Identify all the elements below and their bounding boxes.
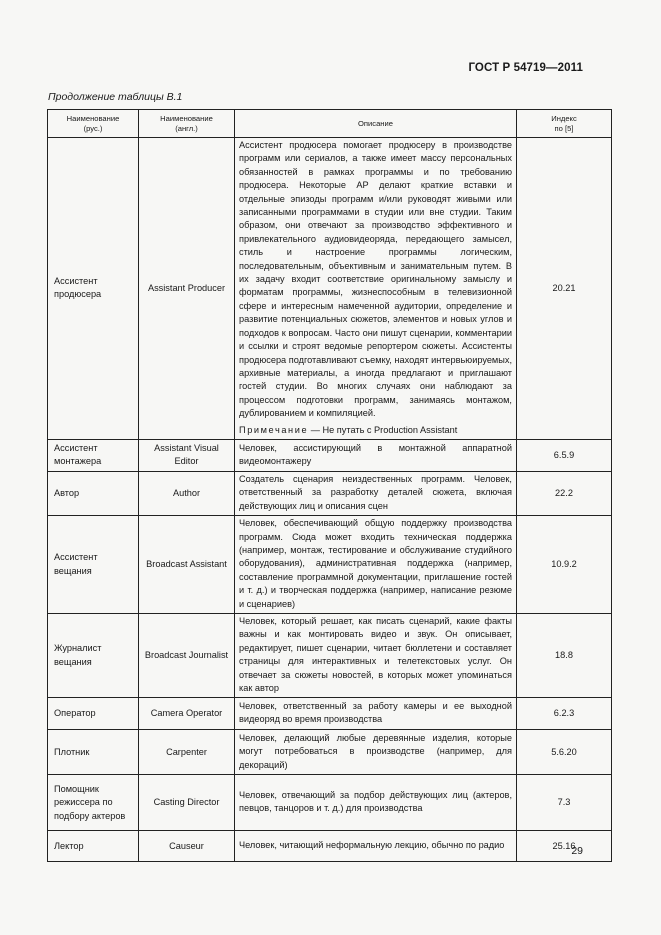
table-row bbox=[48, 471, 612, 515]
term-index: 10.9.2 bbox=[517, 516, 612, 614]
term-en: Camera Operator bbox=[139, 698, 235, 730]
term-en: Casting Director bbox=[139, 775, 235, 831]
term-ru: Журналист вещания bbox=[48, 614, 139, 698]
term-en: Causeur bbox=[139, 831, 235, 862]
note-label: Примечание bbox=[239, 424, 309, 435]
term-ru: Ассистент продюсера bbox=[48, 138, 139, 440]
term-description: Человек, делающий любые деревянные изделия, которые могут потребоваться в производстве (например, для декораций) bbox=[235, 730, 517, 775]
table-row bbox=[48, 698, 612, 730]
column-header-ru-line2: (рус.) bbox=[83, 123, 103, 133]
column-header-ru bbox=[48, 110, 139, 138]
page-number: 29 bbox=[571, 845, 583, 857]
note-text: — Не путать с Production Assistant bbox=[308, 424, 458, 435]
term-index: 20.21 bbox=[517, 138, 612, 440]
term-description: Человек, обеспечивающий общую поддержку производства программ. Сюда может входить техническая поддержка (например, монтаж, тестирование и обслуживание студийного оборудования), административная поддержка (например, составление программной документации, приглашение гостей и т. д.) и творческая поддержка (например, написание резюме и сценариев) bbox=[235, 516, 517, 614]
column-header-index bbox=[517, 110, 612, 138]
term-description: Человек, читающий неформальную лекцию, обычно по радио bbox=[235, 831, 517, 862]
term-index: 6.5.9 bbox=[517, 439, 612, 471]
term-en: Broadcast Assistant bbox=[139, 516, 235, 614]
term-ru: Ассистент монтажера bbox=[48, 439, 139, 471]
column-header-index-line2: по [5] bbox=[554, 123, 574, 133]
term-en: Author bbox=[139, 471, 235, 515]
terms-table bbox=[47, 109, 612, 862]
column-header-en bbox=[139, 110, 235, 138]
table-caption: Продолжение таблицы В.1 bbox=[48, 91, 183, 103]
term-ru: Плотник bbox=[48, 730, 139, 775]
column-header-description-label: Описание bbox=[358, 118, 393, 128]
column-header-en-line2: (англ.) bbox=[175, 123, 198, 133]
table-row bbox=[48, 614, 612, 698]
column-header-index-line1: Индекс bbox=[551, 113, 577, 123]
term-index: 5.6.20 bbox=[517, 730, 612, 775]
table-row bbox=[48, 775, 612, 831]
term-description: Создатель сценария неиздественных программ. Человек, ответственный за разработку деталей сюжета, включая действующих лиц и описания сцен bbox=[235, 471, 517, 515]
term-en: Assistant Visual Editor bbox=[139, 439, 235, 471]
standard-code: ГОСТ Р 54719—2011 bbox=[468, 62, 583, 74]
table-row bbox=[48, 439, 612, 471]
table-row bbox=[48, 516, 612, 614]
term-description: Человек, ассистирующий в монтажной аппаратной видеомонтажеру bbox=[235, 439, 517, 471]
term-description: Человек, отвечающий за подбор действующих лиц (актеров, певцов, танцоров и т. д.) для производства bbox=[235, 775, 517, 831]
term-en: Assistant Producer bbox=[139, 138, 235, 440]
term-description: Человек, ответственный за работу камеры и ее выходной видеоряд во время производства bbox=[235, 698, 517, 730]
description-note bbox=[239, 424, 512, 437]
column-header-ru-line1: Наименование bbox=[66, 113, 120, 123]
term-en: Broadcast Journalist bbox=[139, 614, 235, 698]
term-index: 22.2 bbox=[517, 471, 612, 515]
term-index: 25.16 bbox=[517, 831, 612, 862]
table-row bbox=[48, 730, 612, 775]
description-text: Ассистент продюсера помогает продюсеру в производстве программ или сериалов, а также имеет массу персональных обязанностей в рамках программы и по требованию продюсера. Некоторые АР делают краткие вставки и отдельные эпизоды программ и/или руководят живыми или записанными программами в студии или вне студии. Таким образом, они отвечают за производство эффективного и привлекательного аудиовидеоряда, передающего замысел, стиль и настроение программы логическим, последовательным, объективным и занимательным путем. В их задачу входит соответствие оригинальному замыслу и форматам программы, жизнеспособным в телевизионной сфере и интересным намеченной аудитории, определение и развитие потенциальных сюжетов, элементов и новых углов и подходов к вопросам. Часто они пишут сценарии, комментарии и ссылки и строят ведомые репортером сюжеты. Ассистенты продюсера подготавливают съемку, находят интервьюируемых, архивные материалы, а иногда предлагают и приглашают гостей студии. Во многих случаях они наблюдают за процессом подготовки программ, занимаясь монтажом, дублированием и компиляцией. bbox=[239, 140, 512, 419]
term-index: 6.2.3 bbox=[517, 698, 612, 730]
term-ru: Помощник режиссера по подбору актеров bbox=[48, 775, 139, 831]
term-ru: Лектор bbox=[48, 831, 139, 862]
term-description bbox=[235, 138, 517, 440]
column-header-en-line1: Наименование bbox=[160, 113, 213, 123]
term-index: 18.8 bbox=[517, 614, 612, 698]
term-ru: Оператор bbox=[48, 698, 139, 730]
column-header-description bbox=[235, 110, 517, 138]
table-row bbox=[48, 831, 612, 862]
table-header-row bbox=[48, 110, 612, 138]
term-ru: Автор bbox=[48, 471, 139, 515]
term-description: Человек, который решает, как писать сценарий, какие факты важны и как монтировать видео и звук. Он описывает, редактирует, пишет сценарии, читает бюллетени и составляет страницы для интерактивных и телетекстовых услуг. Он отвечает за сюжеты новостей, в которых может упоминаться как автор bbox=[235, 614, 517, 698]
term-index: 7.3 bbox=[517, 775, 612, 831]
term-en: Carpenter bbox=[139, 730, 235, 775]
term-ru: Ассистент вещания bbox=[48, 516, 139, 614]
table-row bbox=[48, 138, 612, 440]
